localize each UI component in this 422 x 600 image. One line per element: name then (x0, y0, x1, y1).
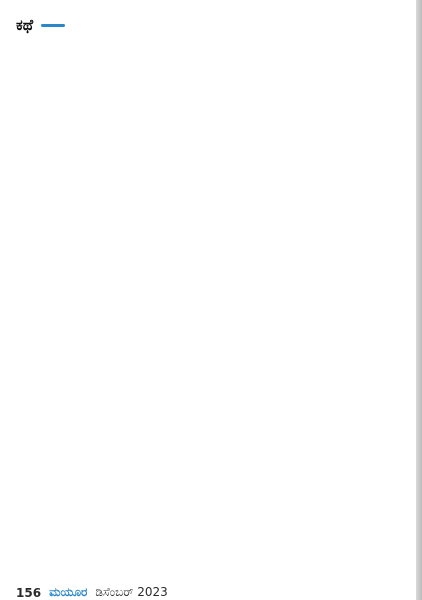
left-column (16, 52, 204, 590)
section-header (16, 14, 404, 36)
page-number: 156 (16, 586, 42, 600)
page-footer (16, 578, 404, 600)
text-columns (16, 52, 404, 590)
right-column (216, 52, 404, 590)
page-edge (416, 0, 422, 600)
section-label: ಕಥೆ (16, 16, 34, 34)
magazine-name: ಮಯೂರ (49, 585, 88, 599)
header-rule (41, 24, 65, 27)
issue-date: ಡಿಸೆಂಬರ್ 2023 (95, 585, 168, 599)
